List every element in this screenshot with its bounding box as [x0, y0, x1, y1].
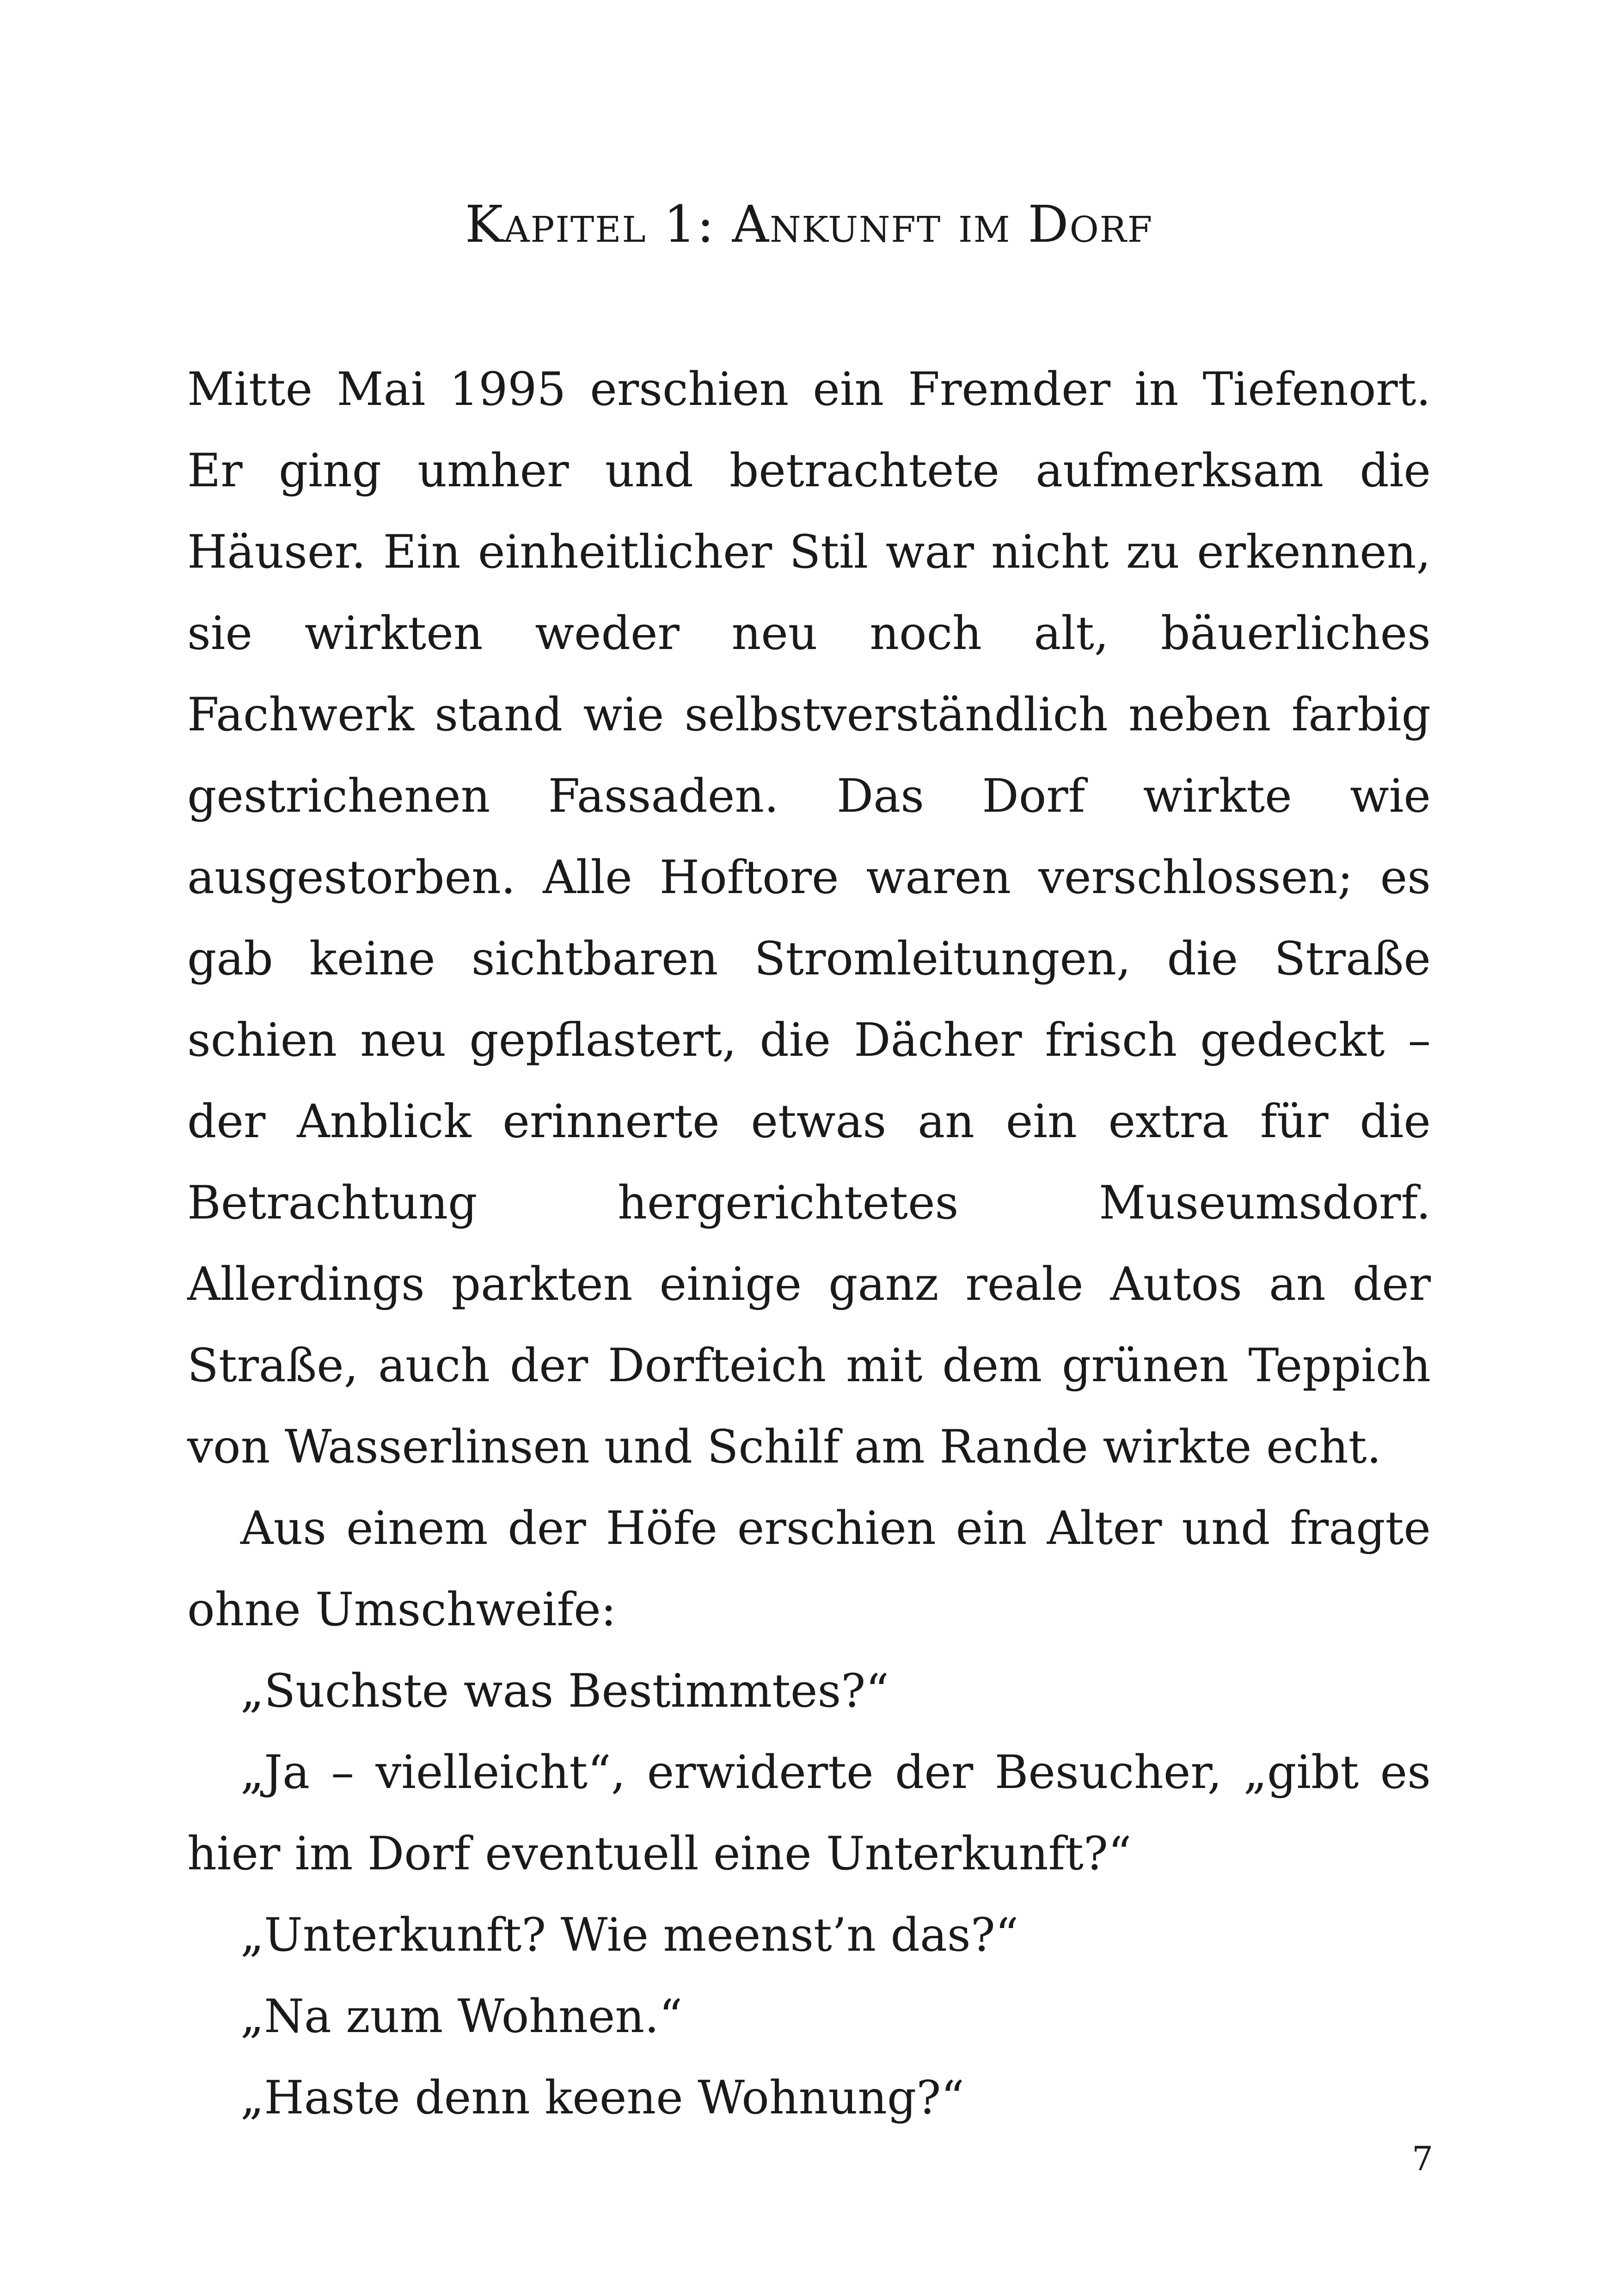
- dialogue-line: „Na zum Wohnen.“: [240, 1990, 683, 2043]
- chapter-title: Kapitel 1: Ankunft im Dorf: [465, 195, 1153, 254]
- chapter-body: [187, 349, 1431, 2139]
- dialogue-line: „Suchste was Bestimmtes?“: [240, 1665, 889, 1718]
- dialogue-line: „Unterkunft? Wie meenst’n das?“: [240, 1909, 1019, 1962]
- dialogue-line: „Haste denn keene Wohnung?“: [240, 2071, 964, 2125]
- paragraph-old-man-appears: Aus einem der Höfe erschien ein Alter und fragte ohne Umschweife:: [187, 1502, 1431, 1636]
- paragraph-opening: Mitte Mai 1995 erschien ein Fremder in Tiefenort. Er ging umher und betrachtete aufmerksam die Häuser. Ein einheitlicher Stil war nicht zu erkennen, sie wirkten weder neu noch alt, bäuerliches Fachwerk stand wie selbstverständlich neben farbig gestrichenen Fassaden. Das Dorf wirkte wie ausgestorben. Alle Hoftore waren verschlossen; es gab keine sichtbaren Stromleitungen, die Straße schien neu gepflastert, die Dächer frisch gedeckt – der Anblick erinnerte etwas an ein extra für die Betrachtung hergerichtetes Museumsdorf. Allerdings parkten einige ganz reale Autos an der Straße, auch der Dorfteich mit dem grünen Teppich von Wasserlinsen und Schilf am Rande wirkte echt.: [187, 363, 1431, 1474]
- dialogue-line: „Ja – vielleicht“, erwiderte der Besucher, „gibt es hier im Dorf eventuell eine Unterkunft?“: [187, 1746, 1431, 1880]
- page-number: 7: [1412, 2139, 1433, 2178]
